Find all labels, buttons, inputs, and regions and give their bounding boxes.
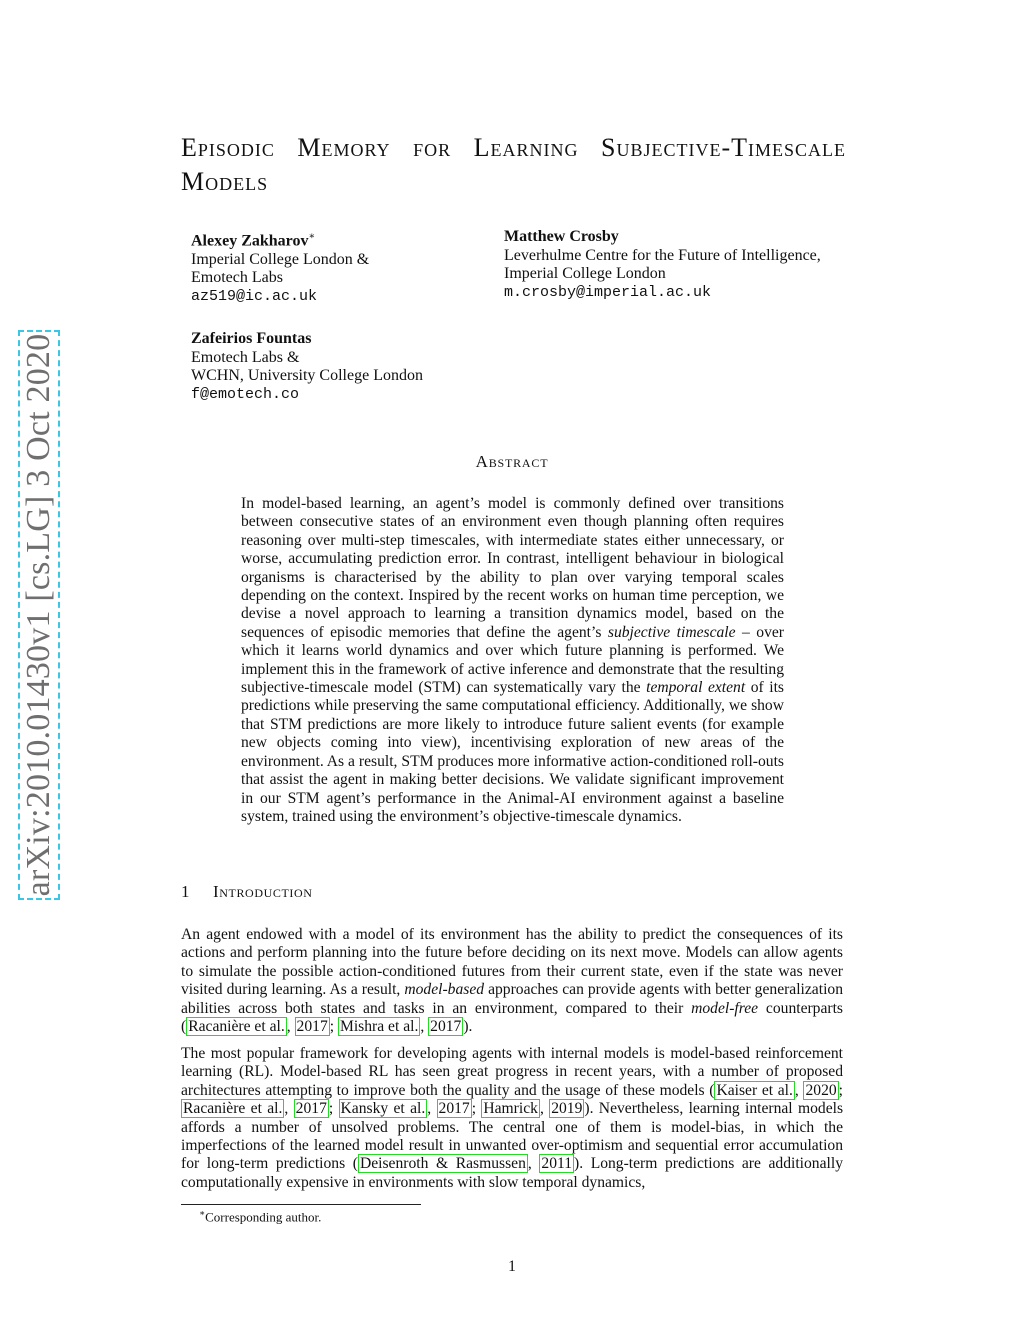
- arxiv-identifier: arXiv:2010.01430v1 [cs.LG] 3 Oct 2020: [20, 333, 57, 897]
- text-run: – over which it learns world dynamics and over which future planning is performed. We implement this in the framework of active inference and demonstrate that the resulting subjective-timescale model (STM) can systematically vary the: [241, 623, 784, 697]
- citation-link[interactable]: Kansky et al.: [340, 1100, 426, 1118]
- author-block: [191, 330, 423, 404]
- author-affiliation: Emotech Labs: [191, 269, 283, 287]
- abstract-text: [241, 495, 784, 826]
- text-run: ;: [471, 1100, 482, 1118]
- footnote: [199, 1208, 321, 1225]
- citation-link[interactable]: 2017: [438, 1100, 470, 1118]
- intro-paragraph-1: [181, 926, 843, 1036]
- text-run: ,: [286, 1018, 295, 1036]
- emphasis: subjective timescale: [607, 623, 736, 641]
- citation-link[interactable]: Mishra et al.: [339, 1018, 419, 1036]
- author-email[interactable]: f@emotech.co: [191, 385, 300, 403]
- section-heading-introduction: [181, 882, 313, 902]
- citation-link[interactable]: Hamrick: [483, 1100, 538, 1118]
- author-affiliation: Imperial College London &: [191, 250, 370, 268]
- author-affiliation: Leverhulme Centre for the Future of Intelligence,: [504, 246, 821, 264]
- citation-link[interactable]: Racanière et al.: [188, 1018, 285, 1036]
- author-affiliation: WCHN, University College London: [191, 367, 423, 384]
- text-run: In model-based learning, an agent’s model is commonly defined over transitions between consecutive states of an environment even though planning often requires reasoning over multi-step timescales, with intermediate states either unnecessary, or worse, accumulating prediction error. In contrast, intelligent behaviour in biological organisms is characterised by the ability to plan over varying temporal scales depending on the context. Inspired by the recent works on human time perception, we devise a novel approach to learning a transition dynamics model, based on the sequences of episodic memories that define the agent’s: [241, 495, 784, 641]
- author-affiliation: Imperial College London: [504, 265, 666, 282]
- arxiv-side-stamp[interactable]: [18, 330, 60, 900]
- footnote-marker: ∗: [199, 1208, 206, 1218]
- text-run: ;: [328, 1100, 339, 1118]
- text-run: approaches can provide agents with better generalization abilities across both states and tasks in an environment, compared to their: [181, 981, 843, 1017]
- author-email[interactable]: m.crosby@imperial.ac.uk: [504, 283, 712, 301]
- text-run: ). Nevertheless, learning internal models affords a number of unsolved problems. The central one of them is model-bias, in which the imperfections of the learned model result in unwanted over-optimism and sequential error accumulation for long-term predictions (: [181, 1100, 844, 1173]
- text-run: ,: [420, 1018, 429, 1036]
- text-run: ;: [838, 1081, 843, 1099]
- text-run: ,: [284, 1100, 294, 1118]
- citation-link[interactable]: 2019: [551, 1100, 583, 1118]
- page-number: 1: [508, 1258, 516, 1275]
- footnote-marker: ∗: [308, 231, 316, 242]
- emphasis: model-free: [691, 999, 759, 1017]
- author-name: Zafeirios Fountas: [191, 330, 312, 347]
- author-name: Alexey Zakharov: [191, 232, 309, 250]
- text-run: ). Long-term predictions are additionally computationally expensive in environments with slow temporal dynamics,: [181, 1155, 843, 1191]
- author-affiliation: Emotech Labs &: [191, 348, 300, 366]
- author-block: [191, 228, 369, 306]
- abstract-heading: Abstract: [475, 452, 549, 471]
- author-name: Matthew Crosby: [504, 228, 619, 245]
- footnote-divider: [181, 1204, 421, 1205]
- text-run: ,: [539, 1100, 550, 1118]
- text-run: ).: [463, 1018, 473, 1036]
- footnote-text: Corresponding author.: [205, 1209, 322, 1225]
- paper-title: Episodic Memory for Learning Subjective-Timescale Models: [181, 133, 846, 196]
- text-run: ,: [794, 1081, 804, 1099]
- author-email[interactable]: az519@ic.ac.uk: [191, 287, 318, 305]
- emphasis: model-based: [404, 981, 485, 999]
- citation-link[interactable]: 2017: [295, 1100, 327, 1118]
- intro-paragraph-2: [181, 1045, 843, 1192]
- citation-link[interactable]: Deisenroth & Rasmussen: [359, 1155, 526, 1173]
- citation-link[interactable]: 2020: [805, 1081, 837, 1099]
- text-run: ;: [329, 1018, 338, 1036]
- text-run: The most popular framework for developing agents with internal models is model-based reinforcement learning (RL). Model-based RL has seen great progress in recent years, with a number of proposed architectures attempting to improve both the quality and the usage of these models (: [181, 1045, 843, 1099]
- section-title: Introduction: [213, 882, 313, 901]
- citation-link[interactable]: Kaiser et al.: [716, 1081, 793, 1099]
- text-run: of its predictions while preserving the same computational efficiency. Additionally, we show that STM predictions are more likely to introduce future salient events (for example new objects coming into view), incentivising exploration of new areas of the environment. As a result, STM produces more informative action-conditioned roll-outs that assist the agent in making better decisions. We validate significant improvement in our STM agent’s performance in the Animal-AI environment against a baseline system, trained using the environment’s objective-timescale dynamics.: [241, 679, 784, 825]
- text-run: ,: [427, 1100, 437, 1118]
- citation-link[interactable]: Racanière et al.: [183, 1100, 283, 1118]
- citation-link[interactable]: 2017: [296, 1018, 328, 1036]
- emphasis: temporal extent: [646, 679, 746, 697]
- section-number: 1: [181, 882, 191, 901]
- citation-link[interactable]: 2011: [541, 1155, 572, 1173]
- text-run: ,: [527, 1155, 540, 1173]
- text-run: counterparts (: [181, 999, 843, 1036]
- text-run: An agent endowed with a model of its environment has the ability to predict the consequences of its actions and perform planning into the future before deciding on its next move. Models can allow agents to simulate the possible action-conditioned futures from their current state, even if the state was never visited during learning. As a result,: [181, 926, 843, 999]
- author-block: [504, 228, 821, 302]
- citation-link[interactable]: 2017: [430, 1018, 462, 1036]
